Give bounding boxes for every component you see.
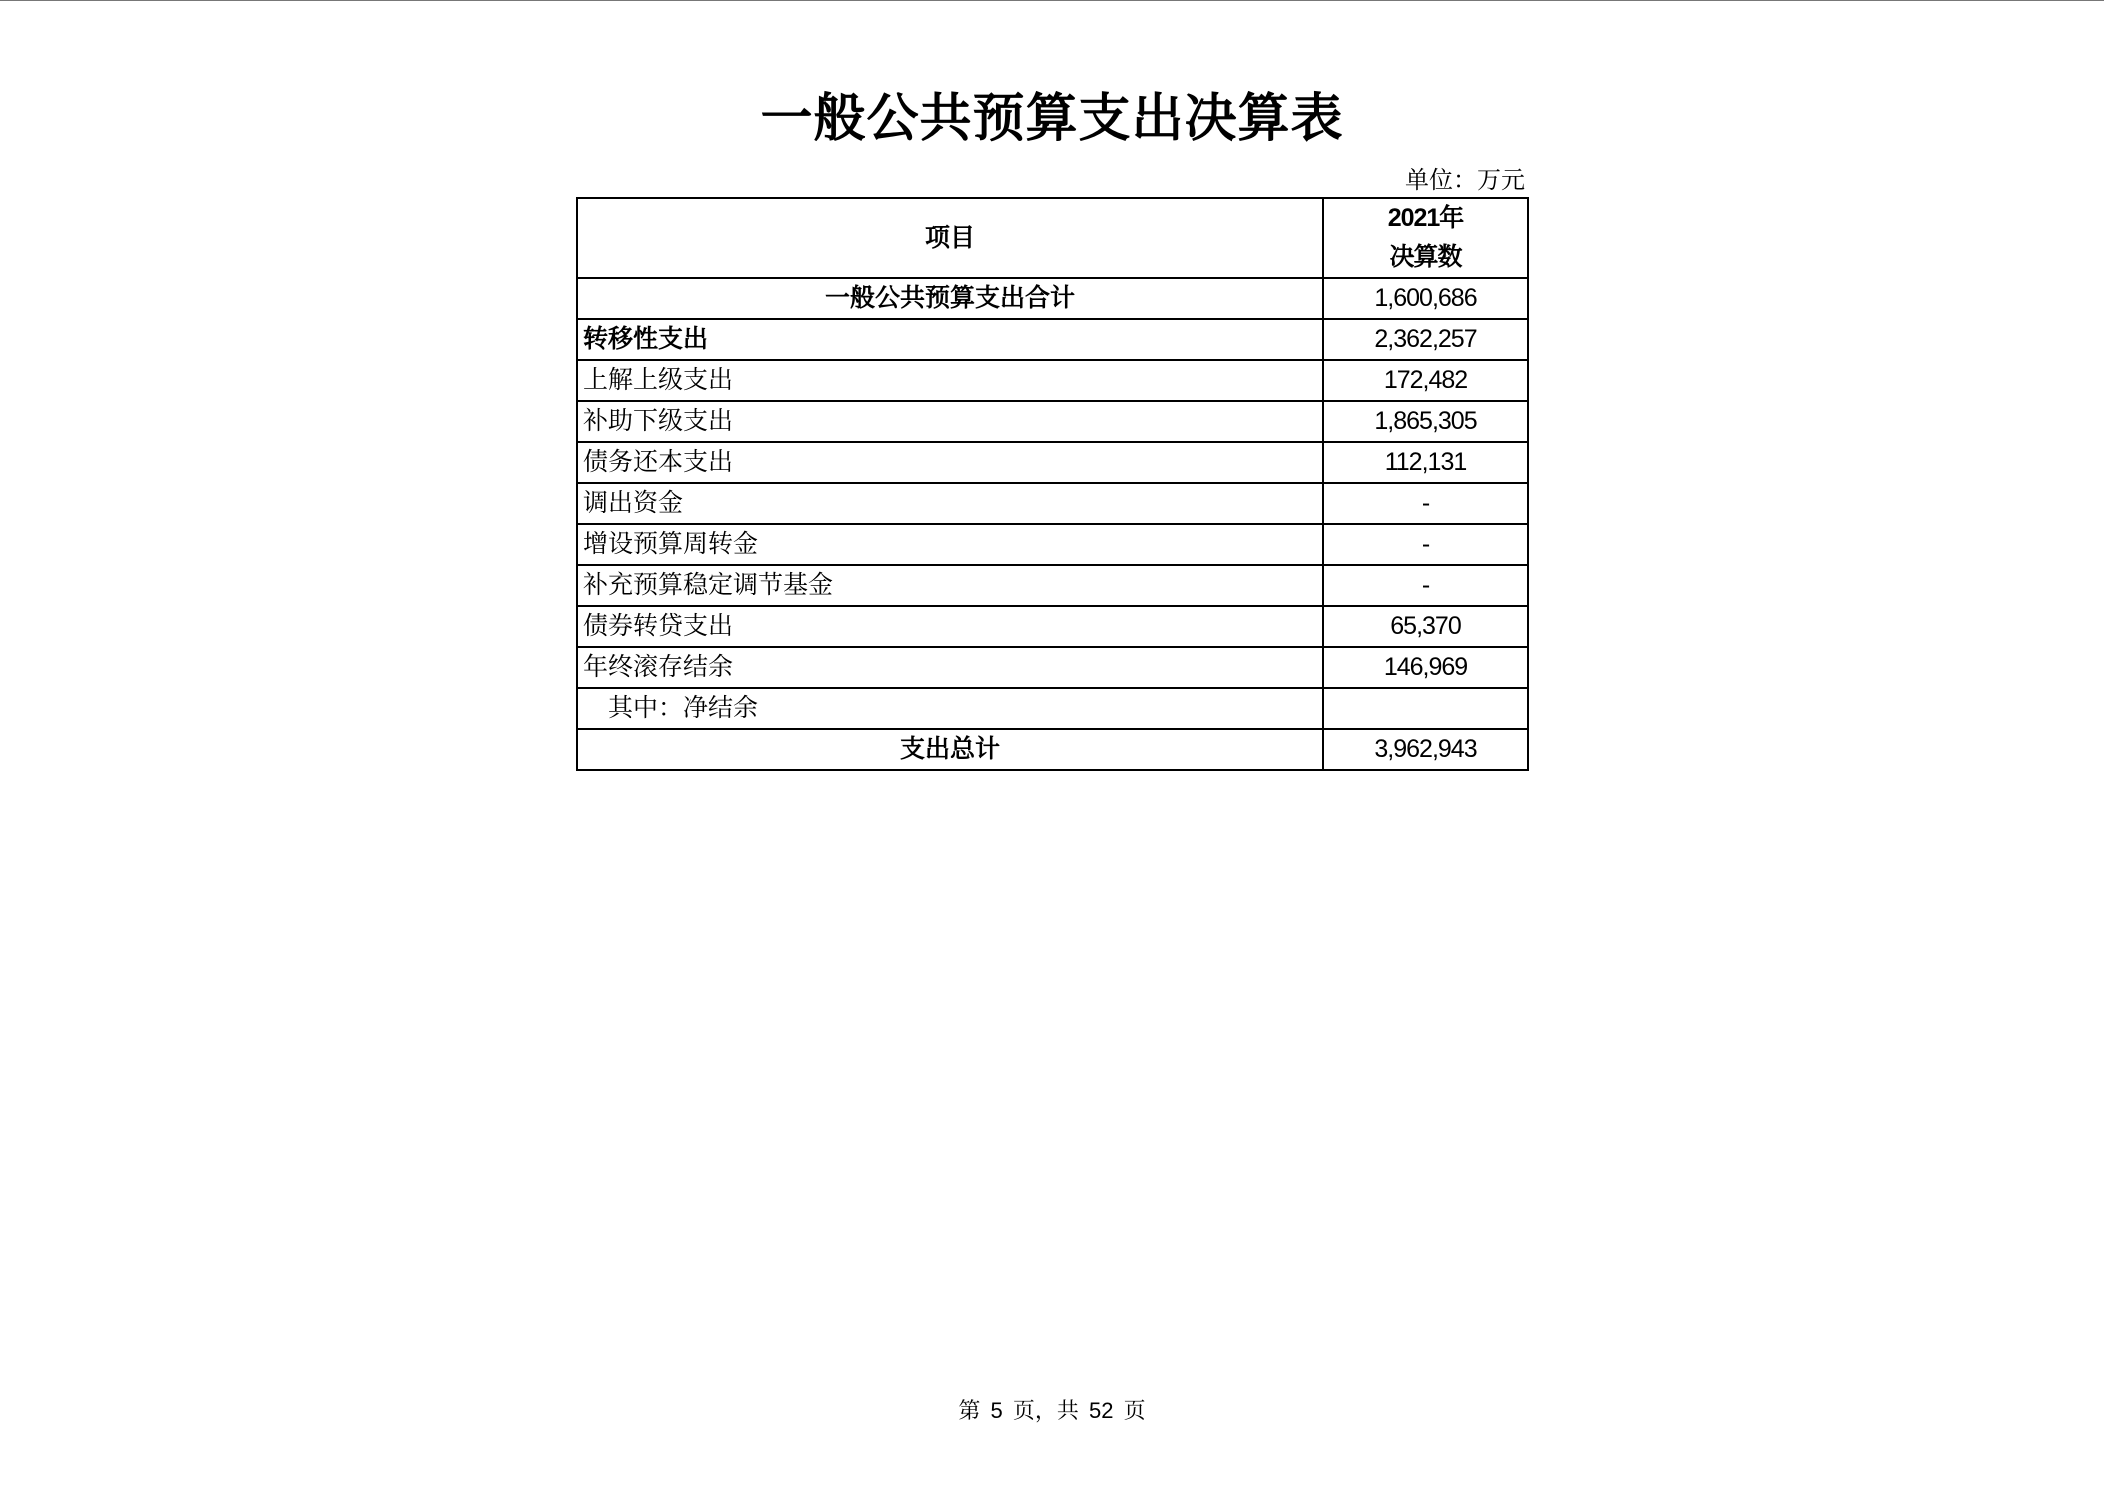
row-value: 1,865,305 bbox=[1323, 401, 1528, 442]
row-value: 65,370 bbox=[1323, 606, 1528, 647]
table-row bbox=[577, 647, 1528, 688]
row-label: 其中：净结余 bbox=[577, 688, 1323, 729]
row-value: 146,969 bbox=[1323, 647, 1528, 688]
row-label: 债务还本支出 bbox=[577, 442, 1323, 483]
row-label: 债券转贷支出 bbox=[577, 606, 1323, 647]
row-value: - bbox=[1323, 483, 1528, 524]
table-row bbox=[577, 319, 1528, 360]
row-label: 补助下级支出 bbox=[577, 401, 1323, 442]
row-label: 转移性支出 bbox=[577, 319, 1323, 360]
header-value bbox=[1323, 198, 1528, 278]
row-label: 一般公共预算支出合计 bbox=[577, 278, 1323, 319]
row-label: 年终滚存结余 bbox=[577, 647, 1323, 688]
unit-label: 单位：万元 bbox=[1405, 167, 1525, 194]
table-body bbox=[577, 278, 1528, 770]
table-header-row bbox=[577, 198, 1528, 278]
table-row bbox=[577, 606, 1528, 647]
table-row bbox=[577, 442, 1528, 483]
row-label: 调出资金 bbox=[577, 483, 1323, 524]
header-value-year: 2021年 bbox=[1387, 204, 1464, 232]
row-value: 112,131 bbox=[1323, 442, 1528, 483]
header-value-label: 决算数 bbox=[1389, 243, 1462, 271]
table-row bbox=[577, 401, 1528, 442]
document-title: 一般公共预算支出决算表 bbox=[760, 90, 1344, 148]
row-label: 增设预算周转金 bbox=[577, 524, 1323, 565]
table-row bbox=[577, 524, 1528, 565]
row-value: 2,362,257 bbox=[1323, 319, 1528, 360]
budget-table bbox=[576, 197, 1529, 771]
row-label: 支出总计 bbox=[577, 729, 1323, 770]
row-value bbox=[1323, 688, 1528, 729]
row-value: 1,600,686 bbox=[1323, 278, 1528, 319]
table-row bbox=[577, 360, 1528, 401]
row-value: - bbox=[1323, 565, 1528, 606]
table-row bbox=[577, 278, 1528, 319]
page-footer: 第 5 页，共 52 页 bbox=[958, 1398, 1146, 1423]
header-item: 项目 bbox=[577, 198, 1323, 278]
page-top-border bbox=[0, 0, 2104, 1]
table-row bbox=[577, 688, 1528, 729]
row-label: 补充预算稳定调节基金 bbox=[577, 565, 1323, 606]
row-label: 上解上级支出 bbox=[577, 360, 1323, 401]
row-value: 3,962,943 bbox=[1323, 729, 1528, 770]
row-value: 172,482 bbox=[1323, 360, 1528, 401]
row-value: - bbox=[1323, 524, 1528, 565]
table-row bbox=[577, 483, 1528, 524]
table-row bbox=[577, 729, 1528, 770]
table-row bbox=[577, 565, 1528, 606]
